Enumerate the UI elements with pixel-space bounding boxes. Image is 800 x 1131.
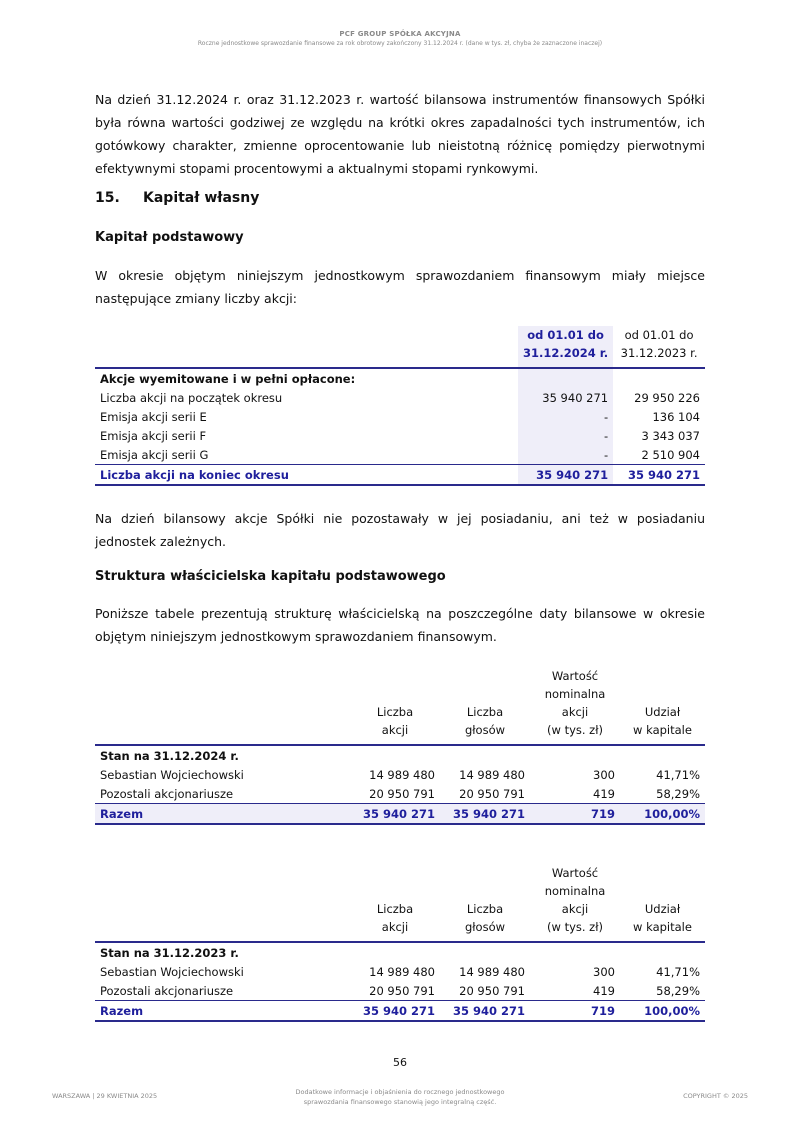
page-number: 56 <box>393 1056 407 1069</box>
footer-center: Dodatkowe informacje i objaśnienia do rocznego jednostkowego sprawozdania finansowego stanowią jego integralną część. <box>295 1088 505 1106</box>
share-capital-heading: Kapitał podstawowy <box>95 230 244 245</box>
col-2024-header: od 01.01 do 31.12.2024 r. <box>518 326 613 368</box>
table-row: Emisja akcji serii G - 2 510 904 <box>95 445 705 465</box>
col-shares-header: Liczba akcji <box>376 902 414 934</box>
col-shares-header: Liczba akcji <box>376 705 414 737</box>
section-heading <box>95 190 259 206</box>
intro-paragraph: Na dzień 31.12.2024 r. oraz 31.12.2023 r. wartość bilansowa instrumentów finansowych Spółki była równa wartości godziwej ze względu na krótki okres zapadalności tych instrumentów, ich gotówkowy charakter, zmienne oprocentowanie lub nieistotną różnicę pomiędzy pierwotnymi efektywnymi stopami procentowymi a aktualnymi stopami rynkowymi. <box>95 92 705 176</box>
table-row: Sebastian Wojciechowski 14 989 480 14 989 480 300 41,71% <box>100 964 700 979</box>
section-title: Kapitał własny <box>143 190 260 206</box>
table-row: Liczba akcji na początek okresu 35 940 271 29 950 226 <box>95 388 705 407</box>
ownership-table-2023 <box>95 864 705 1022</box>
table-row: Pozostali akcjonariusze 20 950 791 20 950 791 419 58,29% <box>100 786 700 801</box>
col-votes-header: Liczba głosów <box>464 705 506 737</box>
col-share-header: Udział w kapitale <box>633 902 692 934</box>
total-row: Liczba akcji na koniec okresu 35 940 271 35 940 271 <box>95 465 705 486</box>
table-row: Sebastian Wojciechowski 14 989 480 14 989 480 300 41,71% <box>100 767 700 782</box>
col-share-header: Udział w kapitale <box>633 705 692 737</box>
date-label: Stan na 31.12.2024 r. <box>95 745 705 765</box>
table-row: Emisja akcji serii F - 3 343 037 <box>95 426 705 445</box>
table-row: Emisja akcji serii E - 136 104 <box>95 407 705 426</box>
share-capital-paragraph: W okresie objętym niniejszym jednostkowym sprawozdaniem finansowym miały miejsce następujące zmiany liczby akcji: <box>95 268 705 306</box>
col-nominal-header: Wartość nominalna akcji (w tys. zł) <box>544 669 606 737</box>
table-row: Pozostali akcjonariusze 20 950 791 20 950 791 419 58,29% <box>100 983 700 998</box>
col-votes-header: Liczba głosów <box>464 902 506 934</box>
footer-left: WARSZAWA | 29 KWIETNIA 2025 <box>52 1092 158 1100</box>
total-row: Razem 35 940 271 35 940 271 719 100,00% <box>95 804 705 825</box>
ownership-table-2024 <box>95 667 705 825</box>
group-label: Akcje wyemitowane i w pełni opłacone: <box>95 368 518 388</box>
share-count-table <box>95 326 705 486</box>
section-number: 15. <box>95 190 120 206</box>
col-2023-header: od 01.01 do 31.12.2023 r. <box>620 328 698 360</box>
col-nominal-header: Wartość nominalna akcji (w tys. zł) <box>544 866 606 934</box>
ownership-heading: Struktura właścicielska kapitału podstawowego <box>95 569 446 584</box>
header-subtitle: Roczne jednostkowe sprawozdanie finansowe za rok obrotowy zakończony 31.12.2024 r. (dane w tys. zł, chyba że zaznaczone inaczej) <box>197 40 603 47</box>
header-company: PCF GROUP SPÓŁKA AKCYJNA <box>339 30 461 38</box>
treasury-paragraph: Na dzień bilansowy akcje Spółki nie pozostawały w jej posiadaniu, ani też w posiadaniu jednostek zależnych. <box>95 511 705 549</box>
total-row: Razem 35 940 271 35 940 271 719 100,00% <box>95 1001 705 1022</box>
footer-right: COPYRIGHT © 2025 <box>683 1092 748 1100</box>
ownership-paragraph: Poniższe tabele prezentują strukturę właścicielską na poszczególne daty bilansowe w okresie objętym niniejszym jednostkowym sprawozdaniem finansowym. <box>95 606 705 644</box>
date-label: Stan na 31.12.2023 r. <box>95 942 705 962</box>
